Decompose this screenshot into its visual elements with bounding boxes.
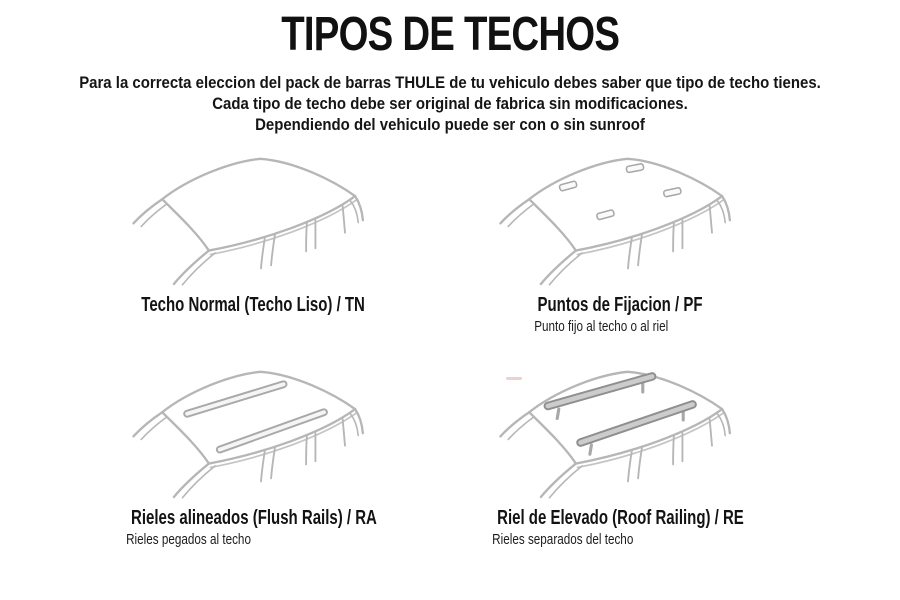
roof-type-card-tn xyxy=(70,151,437,336)
roof-type-card-re xyxy=(437,364,804,549)
page-title: TIPOS DE TECHOS xyxy=(281,8,619,61)
intro-line-3: Dependiendo del vehiculo puede ser con o sin sunroof xyxy=(255,115,645,135)
roof-type-grid xyxy=(0,151,900,549)
pf-caption xyxy=(510,291,730,336)
tn-caption xyxy=(104,291,402,317)
roof-type-label-re: Riel de Elevado (Roof Railing) / RE xyxy=(497,507,744,530)
roof-type-label-tn: Techo Normal (Techo Liso) / TN xyxy=(141,294,366,317)
re-raised-railing-roof-illustration xyxy=(496,364,746,504)
roof-type-label-ra: Rieles alineados (Flush Rails) / RA xyxy=(130,507,377,530)
ra-caption xyxy=(90,504,418,549)
pf-fixation-points-roof-illustration xyxy=(496,151,746,291)
intro-line-2: Cada tipo de techo debe ser original de fabrica sin modificaciones. xyxy=(212,94,688,114)
tn-smooth-roof-illustration xyxy=(129,151,379,291)
re-caption xyxy=(456,504,785,549)
intro-line-1: Para la correcta eleccion del pack de barras THULE de tu vehiculo debes saber que tipo de techo tienes. xyxy=(79,73,821,93)
roof-type-card-pf xyxy=(437,151,804,336)
roof-type-card-ra xyxy=(70,364,437,549)
intro-text xyxy=(0,72,900,135)
pink-smudge-artifact xyxy=(506,377,522,380)
roof-type-sublabel-re: Rieles separados del techo xyxy=(492,531,634,549)
ra-flush-rails-roof-illustration xyxy=(129,364,379,504)
roof-type-label-pf: Puntos de Fijacion / PF xyxy=(537,294,704,317)
roof-type-sublabel-pf: Punto fijo al techo o al riel xyxy=(534,318,669,336)
roof-type-sublabel-ra: Rieles pegados al techo xyxy=(125,531,251,549)
